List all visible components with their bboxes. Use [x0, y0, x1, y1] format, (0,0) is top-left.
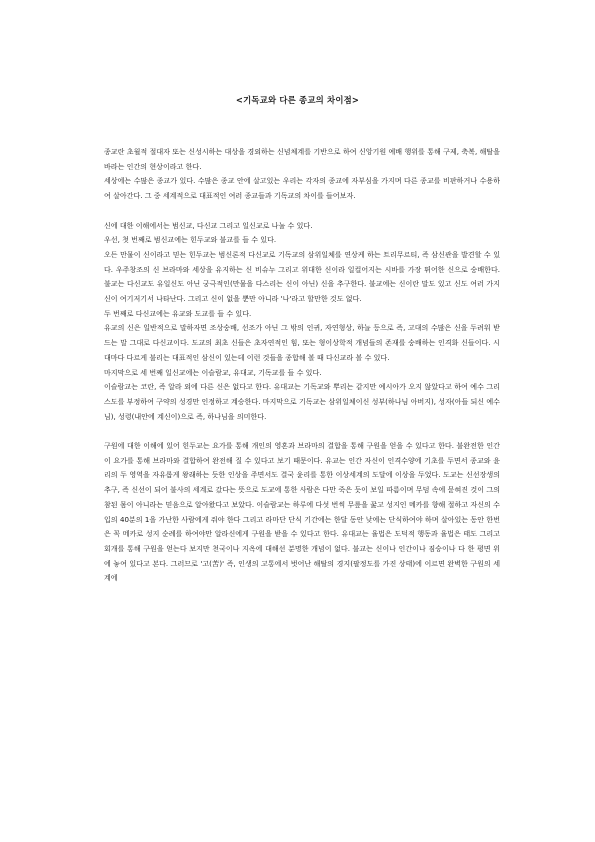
paragraph-god-classes: 신에 대한 이해에서는 범신교, 다신교 그리고 일신교로 나눌 수 있다.	[104, 220, 313, 230]
paragraph-gap	[104, 424, 500, 439]
paragraph-salvation: 구원에 대한 이해에 있어 힌두교는 요가를 통해 개인의 영혼과 브라마의 결합을 통해 구원을 얻을 수 있다고 한다. 불완전한 인간이 요가를 통해 브라마와 결합하여 완전해 질 수 있다고 보기 때문이다. 유교는 인간 자신이 인격수양에 기초를 두면서 종교와 윤리의 두 영역을 자유롭게 왕래하는 듯한 인상을 주면서도 결국 윤리를 통한 이상세계의 도달에 이상을 두었다. 도교는 신선장생의 추구, 즉 신선이 되어 불사의 세계로 갔다는 뜻으로 도교에 통한 사람은 다만 죽은 듯이 보일 따름이며 무덤 속에 묻혀진 것이 그의 참된 몸이 아니라는 믿음으로 알아왔다고 보았다. 이슬람교는 하루에 다섯 번씩 무릎을 꿇고 성지인 메카를 향해 절하고 자신의 수입의 40분의 1을 가난한 사람에게 줘야 한다 그리고 라마단 단식 기간에는 한달 동안 낮에는 단식하여야 하며 살아있는 동안 한번은 꼭 메카로 성지 순례를 하여야만 알라신에게 구원을 받을 수 있다고 한다. 유대교는 율법은 도덕적 행동과 율법은 태도 그리고 회개를 통해 구원을 얻는다 보지만 천국이나 지옥에 대해선 분명한 개념이 없다. 불교는 신이나 인간이나 짐승이나 다 한 평면 위에 놓여 있다고 본다. 그러므로 '고(苦)' 즉, 인생의 고통에서 벗어난 해탈의 경지(팔정도를 가진 상태)에 이르면 완벽한 구원의 세계에	[104, 441, 500, 583]
paragraph-pantheism: 우선, 첫 번째로 범신교에는 힌두교와 불교를 들 수 있다.	[104, 235, 277, 245]
paragraph-polytheism: 두 번째로 다신교에는 유교와 도교를 들 수 있다.	[104, 308, 252, 318]
document-title: <기독교와 다른 종교의 차이점>	[235, 95, 360, 105]
paragraph-monotheism: 마지막으로 세 번째 일신교에는 이슬람교, 유대교, 기독교를 들 수 있다.	[104, 367, 322, 377]
paragraph-intro: 세상에는 수많은 종교가 있다. 수많은 종교 안에 살고있는 우리는 각자의 종교에 자부심을 가지며 다른 종교를 비판하거나 수용하여 살아간다. 그 중 세계적으로 대표적인 여러 종교들과 기독교의 차이를 들어보자.	[104, 176, 500, 201]
paragraph-hindu-buddhism: 오든 만물이 신이라고 믿는 힌두교는 범신론적 다신교로 기독교의 삼위일체를 연상케 하는 트리무르티, 즉 삼신관을 발견할 수 있다. 우주창조의 신 브라마와 세상을 유지하는 신 비슈누 그리고 위대한 신이라 일컬어지는 시바를 가장 뛰어한 신으로 숭배한다. 불교는 다신교도 유일신도 아닌 궁극적인(만물을 다스리는 신이 아닌) 신을 추구한다. 불교에는 신이란 말도 있고 신도 여러 가지 신이 여기저기서 나타난다. 그리고 신이 없을 뿐만 아니라 '나'라고 할만한 것도 없다.	[104, 249, 500, 304]
paragraph-definition: 종교란 초월적 절대자 또는 신성시하는 대상을 경외하는 신념체계를 기반으로 하여 신앙기원 예배 행위를 통해 구제, 축복, 해탈을 바라는 인간의 현상이라고 한다.	[104, 147, 500, 171]
paragraph-islam-judaism-christianity: 이슬람교는 코란, 즉 알라 외에 다른 신은 없다고 한다. 유대교는 기독교와 뿌리는 같지만 예시아가 오지 않았다고 하여 예수 그리스도를 부정하여 구약의 성경만 인정하고 계승한다. 마지막으로 기독교는 삼위일체이신 성부(하나님 아버지), 성자(아들 되신 예수님), 성령(내안에 계신이)으로 즉, 하나님을 의미한다.	[104, 382, 500, 421]
paragraph-gap	[104, 204, 500, 219]
document-body	[104, 145, 500, 586]
paragraph-confucian-taoism: 유교의 신은 일반적으로 말하자면 조상숭배, 선조가 아닌 그 밖의 인귀, 자연형상, 하늘 등으로 즉, 고대의 수많은 신을 두려워 받드는 말 그대로 다신교이다. 도교의 최초 신들은 초자연적인 힘, 또는 형이상학적 개념들의 존재를 숭배하는 인격화 신들이다. 시대마다 다르게 불리는 대표적인 삼신이 있는데 이런 것들을 종합해 볼 때 다신교라 볼 수 있다.	[104, 323, 500, 362]
